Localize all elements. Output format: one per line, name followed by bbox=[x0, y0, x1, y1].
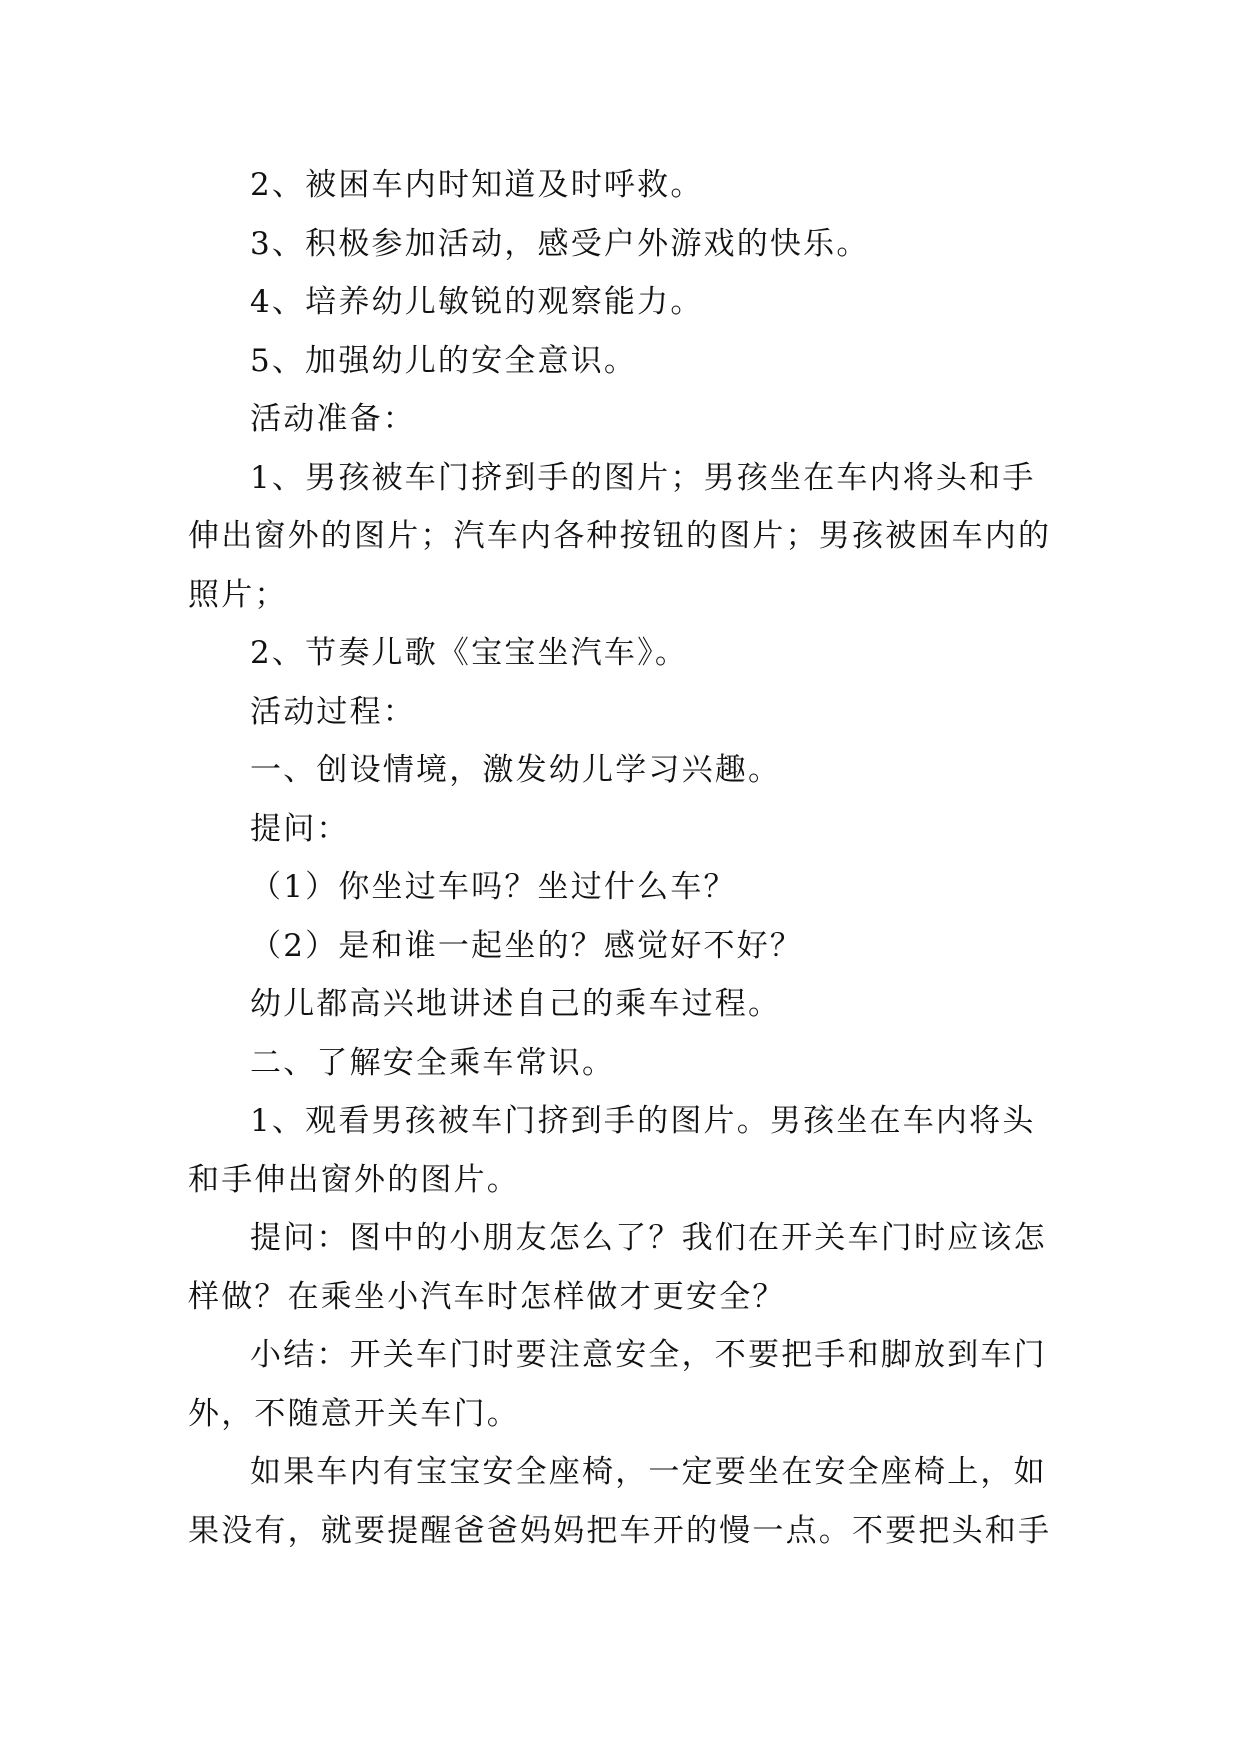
paragraph-question: 提问：图中的小朋友怎么了？我们在开关车门时应该怎样做？在乘坐小汽车时怎样做才更安全？ bbox=[188, 1220, 1047, 1315]
paragraph-summary: 小结：开关车门时要注意安全，不要把手和脚放到车门外，不随意开关车门。 bbox=[188, 1337, 1047, 1432]
question-2: （2）是和谁一起坐的？感觉好不好？ bbox=[250, 927, 804, 964]
paragraph-goal-2: 2、被困车内时知道及时呼救。 bbox=[250, 167, 704, 203]
question-1: （1）你坐过车吗？坐过什么车？ bbox=[250, 869, 737, 905]
paragraph-preparation-2: 2、节奏儿歌《宝宝坐汽车》。 bbox=[250, 635, 689, 671]
paragraph-goal-5: 5、加强幼儿的安全意识。 bbox=[250, 342, 638, 379]
paragraph-children-response: 幼儿都高兴地讲述自己的乘车过程。 bbox=[250, 986, 782, 1022]
section-heading-process: 活动过程： bbox=[250, 693, 416, 730]
step-heading-1: 一、创设情境，激发幼儿学习兴趣。 bbox=[250, 752, 782, 788]
paragraph-preparation-1: 1、男孩被车门挤到手的图片；男孩坐在车内将头和手伸出窗外的图片；汽车内各种按钮的图片；男孩被困车内的照片； bbox=[188, 459, 1052, 613]
paragraph-step-2-1: 1、观看男孩被车门挤到手的图片。男孩坐在车内将头和手伸出窗外的图片。 bbox=[188, 1103, 1036, 1198]
document-body bbox=[188, 156, 1060, 1560]
question-label: 提问： bbox=[250, 810, 350, 847]
step-heading-2: 二、了解安全乘车常识。 bbox=[250, 1044, 616, 1081]
paragraph-goal-3: 3、积极参加活动，感受户外游戏的快乐。 bbox=[250, 225, 870, 262]
paragraph-safety-seat: 如果车内有宝宝安全座椅，一定要坐在安全座椅上，如果没有，就要提醒爸爸妈妈把车开的慢一点。不要把头和手 bbox=[188, 1454, 1052, 1549]
section-heading-preparation: 活动准备： bbox=[250, 401, 416, 437]
paragraph-goal-4: 4、培养幼儿敏锐的观察能力。 bbox=[250, 284, 704, 320]
